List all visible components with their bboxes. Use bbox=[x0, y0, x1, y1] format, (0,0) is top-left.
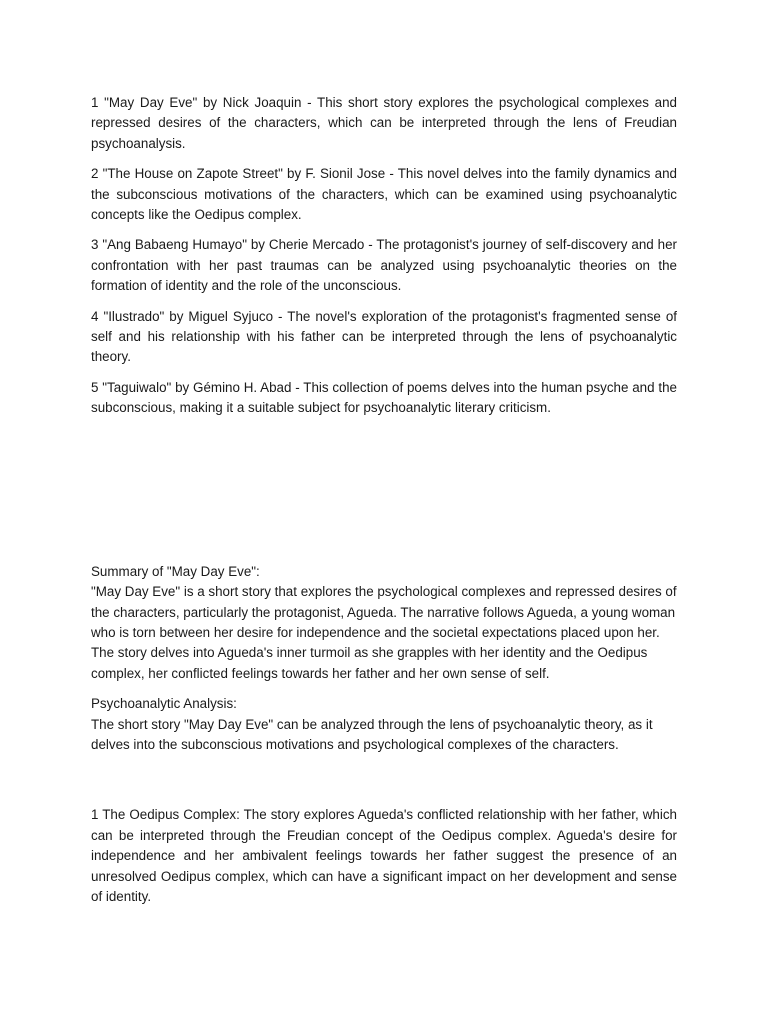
summary-heading: Summary of "May Day Eve": bbox=[91, 563, 260, 579]
analysis-point-1: 1 The Oedipus Complex: The story explores Agueda's conflicted relationship with her father, which can be interpreted through the Freudian concept of the Oedipus complex. Agueda's desire for independence and her ambivalent feelings towards her father suggest the presence of an unresolved Oedipus complex, which can have a significant impact on her development and sense of identity. bbox=[91, 807, 677, 904]
analysis-body: The short story "May Day Eve" can be analyzed through the lens of psychoanalytic theory, as it delves into the subconscious motivations and psychological complexes of the characters. bbox=[91, 716, 653, 752]
work-item-3: 3 "Ang Babaeng Humayo" by Cherie Mercado - The protagonist's journey of self-discovery and her confrontation with her past traumas can be analyzed using psychoanalytic theories on the formation of identity and the role of the unconscious. bbox=[91, 237, 677, 294]
work-item-1: 1 "May Day Eve" by Nick Joaquin - This short story explores the psychological complexes and repressed desires of the characters, which can be interpreted through the lens of Freudian psychoanalysis. bbox=[91, 95, 677, 151]
blank-space bbox=[91, 429, 677, 562]
analysis-section bbox=[91, 694, 677, 755]
work-item-5: 5 "Taguiwalo" by Gémino H. Abad - This collection of poems delves into the human psyche and the subconscious, making it a suitable subject for psychoanalytic literary criticism. bbox=[91, 379, 677, 416]
summary-section bbox=[91, 562, 677, 684]
work-item-2: 2 "The House on Zapote Street" by F. Sionil Jose - This novel delves into the family dynamics and the subconscious motivations of the characters, which can be examined using psychoanalytic concepts like the Oedipus complex. bbox=[91, 166, 677, 223]
work-item-4: 4 "Ilustrado" by Miguel Syjuco - The novel's exploration of the protagonist's fragmented sense of self and his relationship with his father can be interpreted through the lens of psychoanalytic theory. bbox=[91, 308, 677, 365]
document-page bbox=[91, 93, 677, 917]
blank-space bbox=[91, 765, 677, 805]
summary-body: "May Day Eve" is a short story that explores the psychological complexes and repressed desires of the characters, particularly the protagonist, Agueda. The narrative follows Agueda, a young woman who is torn between her desire for independence and the societal expectations placed upon her. The story delves into Agueda's inner turmoil as she grapples with her identity and the Oedipus complex, her conflicted feelings towards her father and her own sense of self. bbox=[91, 584, 677, 681]
analysis-heading: Psychoanalytic Analysis: bbox=[91, 696, 237, 712]
